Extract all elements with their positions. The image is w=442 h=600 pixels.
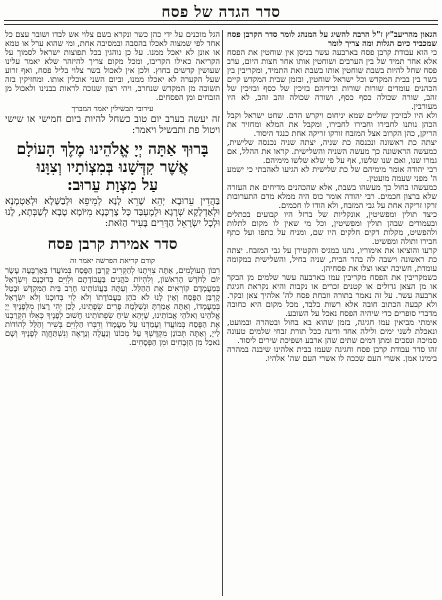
section-heading: סדר אמירת קרבן פסח <box>47 235 178 253</box>
right-body-text: כי הוא עבודת קרבן פסח בארבעה עשר בניסן אין שוחטין את הפסח אלא אחר תמיד של בין הערבים ושוחטין אותו אחר חצות היום, ערב פסח שחל להיות בשבת שוחטין אותו בשבת ואת התמיד, ומקריבין בין בשר בין בבית המקדש וכל ישראל שוחטין, ובזמן שבית המקדש קיים הכהנים עומדים שורות שורות ובידיהם בזיכין של כסף ובזיכין של זהב, שורה שכולה כסף כסף, ושורה שכולה זהב זהב, לא היו מעורבין. ולא היו לבזיכין שוליים שמא יניחום ויקרש הדם. שחט ישראל וקבל הכהן נותנו לחבירו וחבירו לחבירו, ומקבל את המלא ומחזיר את הריקן, כהן הקרוב אצל המזבח זורקו זריקה אחת כנגד היסוד. יצתה כת ראשונה ונכנסה כת שניה, יצתה שניה נכנסה שלישית, כמעשה הראשונה כך מעשה השניה והשלישית. קראו את ההלל, אם גמרו שנו, ואם שנו שלשו, אף על פי שלא שלשו מימיהם. רבי יהודה אומר מימיהם של כת שלישית לא הגיעו לאהבתי כי ישמע ה' מפני שעמה מועטין. כמעשהו בחול כך מעשהו בשבת, אלא שהכהנים מדיחים את העזרה שלא ברצון חכמים. רבי יהודה אומר כוס היה ממלא מדם התערובות זרקו זריקה אחת על גבי המזבח, ולא הודו לו חכמים. כיצד תולין ומפשיטין, אונקליות של ברזל היו קבועים בכתלים ובעמודים שבהן תולין ומפשיטין, וכל מי שאין לו מקום לתלות ולהפשיט, מקלות דקים חלקים היו שם, ומניח על כתפו ועל כתף חבירו ותולה ומפשיט. קרעו והוציאו את אימוריו, נתנו במגיס והקטירן על גבי המזבח. יצתה כת ראשונה וישבה לה בהר הבית, שניה בחיל, והשלישית במקומה עומדת, חשיכה יצאו וצלו את פסחיהן. כשמקריבין את הפסח מקריבין עמו בארבעה עשר שלמים מן הבקר או מן הצאן גדולים או קטנים זכרים או נקבות והיא נקראת חגיגת ארבעה עשר. על זה נאמר בתורה וזבחת פסח לה' אלהיך צאן ובקר. ולא קבעה הכתוב חובה אלא רשות בלבד, מכל מקום היא כחובה מדברי סופרים כדי שיהיה הפסח נאכל על השובע. אימתי מביאין עמו חגיגה, בזמן שהוא בא בחול ובטהרה ובמועט, ונאכלת לשני ימים ולילה אחד ודינה ככל תורת זבחי שלמים טעונה סמיכה ונסכים ומתן דמים שתים שהן ארבע ושפיכת שירים ליסוד. זהו סדר עבודת קרבן פסח וחגיגה שעמו בבית אלהינו שיבנה במהרה בימינו אמן. אשרי העם שככה לו אשרי העם שה' אלהיו. <box>227 48 437 363</box>
left-preface: הגל מוכנים על ידי כהן כשר ונקרא בשם צלוי אש לבדו ושובר עצם כל אחד לפי שמצוה לאכלו בהסבה ובמסיבה אחת, ומי שהוא ערל או טמא או אונן לא יאכל ממנו. על כן נוהגין בכל תפוצות ישראל לסמוך על הקריאה כאילו הקריבו, ומכל מקום צריך להיזהר שלא יאמר עלינו שעושין קדשים בחוץ. ולכן אין לאכול בשר צלוי בליל פסח, ואף זרוע שעל הקערה לא יאכלו ממנו, וביום השני אוכלין אותו. ומחזיקין בזה תשובה מן המקדש שנחרב, ויהי רצון שנזכה לראות בבנינו ולאכול מן הזבחים ומן הפסחים. <box>5 30 220 102</box>
eruv-aramaic-text: בַּהֲדֵין עֵרוּבָא יְהֵא שָׁרֵא לָנָא לְמֵיפֵא וּלְבַשָּׁלָא וּלְאַטְמָנָא וּלְאַדְלָקָא שְׁרָגָא וּלְמֶעְבַּד כָּל צָרְכָּנָא מִיּוֹמָא טָבָא לְשַׁבְּתָא, לָנוּ וּלְכָל יִשְׂרָאֵל הַדָּרִים בָּעִיר הַזֹּאת: <box>5 196 220 229</box>
right-column <box>227 30 437 596</box>
eruv-instruction: זה יעשה בערב יום טוב כשחל להיות ביום חמישי או שישי ויטול פת ותבשיל ויאמר: <box>5 114 220 136</box>
column-divider <box>222 30 223 596</box>
section-subheading: קודם קריאת הפרשה יאמר זה <box>69 256 156 265</box>
left-column <box>5 30 220 596</box>
title-rule <box>4 20 438 25</box>
eruv-heading: עירובי תבשילין יאמר המברך <box>71 104 154 113</box>
blessing-large-text: בָּרוּךְ אַתָּה יְיָ אֱלֹהֵינוּ מֶלֶךְ הָעוֹלָם אֲשֶׁר קִדְּשָׁנוּ בְּמִצְוֹתָיו וְצִוָּנוּ עַל מִצְוַת עֵרוּב: <box>16 139 209 194</box>
page-title: סדר הגדה של פסח <box>161 3 281 21</box>
section-body-text: רִבּוֹן הָעוֹלָמִים, אַתָּה צִוִּיתָנוּ לְהַקְרִיב קָרְבַּן הַפֶּסַח בְּמוֹעֲדוֹ בְּאַרְבָּעָה עָשָׂר יוֹם לַחֹדֶשׁ הָרִאשׁוֹן, וְלִהְיוֹת כֹּהֲנִים בַּעֲבוֹדָתָם וּלְוִיִּם בְּדוּכָנָם וְיִשְׂרָאֵל בְּמַעֲמָדָם קוֹרְאִים אֶת הַהַלֵּל. וְעַתָּה בַּעֲוֹנוֹתֵינוּ חָרַב בֵּית הַמִּקְדָּשׁ וּבָטַל קָרְבַּן הַפֶּסַח וְאֵין לָנוּ לֹא כֹהֵן בַּעֲבוֹדָתוֹ וְלֹא לֵוִי בְּדוּכָנוֹ וְלֹא יִשְׂרָאֵל בְּמַעֲמָדוֹ, וְאַתָּה אָמַרְתָּ וּנְשַׁלְּמָה פָרִים שְׂפָתֵינוּ, לָכֵן יְהִי רָצוֹן מִלְּפָנֶיךָ יְיָ אֱלֹהֵינוּ וֵאלֹהֵי אֲבוֹתֵינוּ, שֶׁיְּהֵא שִׂיחַ שִׂפְתוֹתֵינוּ חָשׁוּב לְפָנֶיךָ כְּאִלּוּ הִקְרַבְנוּ אֶת הַפֶּסַח בְּמוֹעֲדוֹ וְעָמַדְנוּ עַל מַעֲמָדוֹ וְדִבְּרוּ הַלְוִיִּם בְּשִׁיר וְהַלֵּל לְהוֹדוֹת לַייָ, וְאַתָּה תְּכוֹנֵן מִקְדָּשְׁךָ עַל מְכוֹנוֹ וְנַעֲלֶה וְנֵרָאֶה וְנִשְׁתַּחֲוֶה לְפָנֶיךָ וְשָׁם נֹאכַל מִן הַזְּבָחִים וּמִן הַפְּסָחִים. <box>5 266 220 347</box>
right-intro: הגאון מהריעב"ץ ז"ל הרבה להשיג על המנהג לומר סדר הקרבן פסח שמכביד כיום הגלות ומה צריך לומר <box>227 30 437 48</box>
